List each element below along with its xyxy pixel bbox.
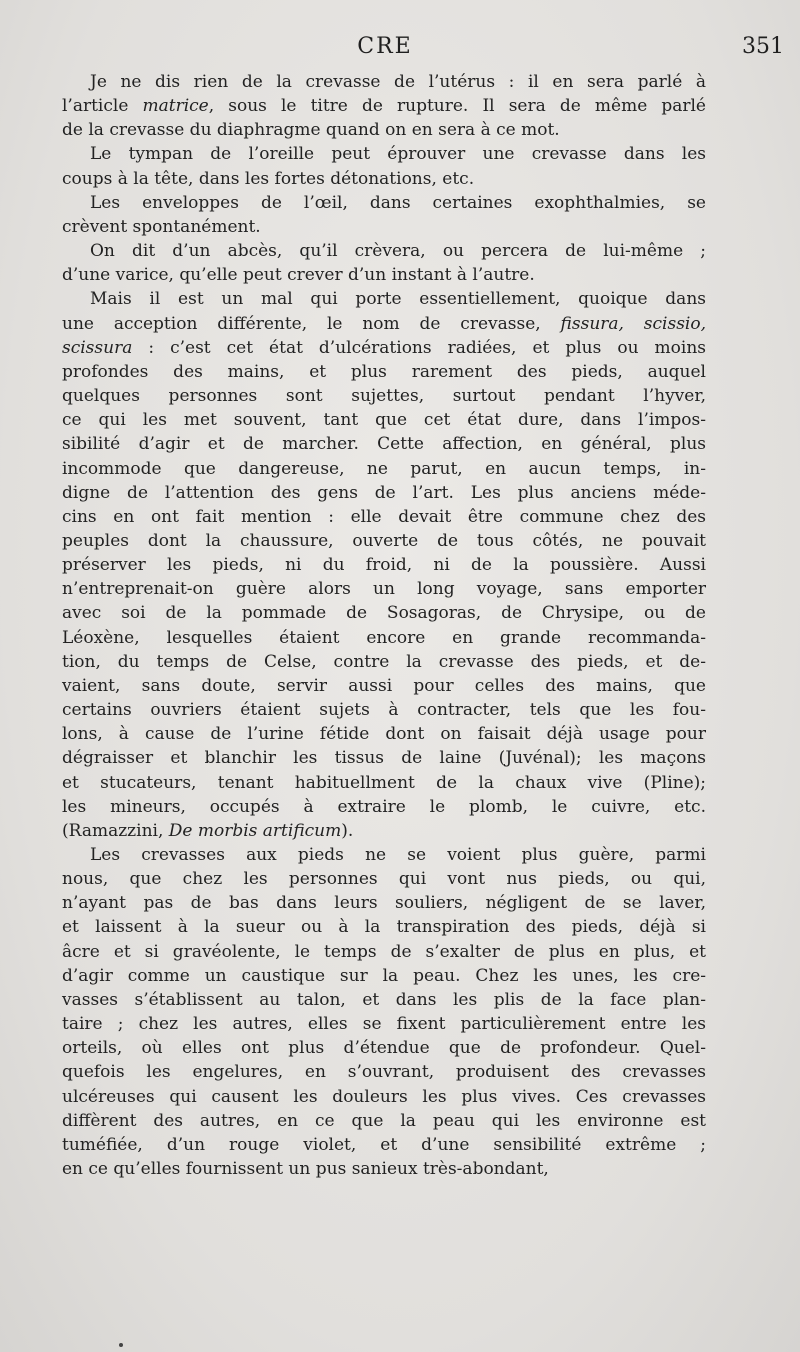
text-line: quelques personnes sont sujettes, surtout pendant l’hyver, [62,386,706,407]
page-number: 351 [742,34,784,59]
text-line: ce qui les met souvent, tant que cet état dure, dans l’impos- [62,410,706,431]
text-line: digne de l’attention des gens de l’art. Les plus anciens méde- [62,482,706,503]
text-line: d’une varice, qu’elle peut crever d’un instant à l’autre. [62,265,535,286]
text-line: Les enveloppes de l’œil, dans certaines exophthalmies, se [90,192,706,213]
text-line: vasses s’établissent au talon, et dans les plis de la face plan- [62,989,706,1010]
text-line: l’article matrice, sous le titre de rupture. Il sera de même parlé [62,96,706,117]
text-line: (Ramazzini, De morbis artificum). [62,820,354,841]
paragraph [62,287,706,843]
text-line: incommode que dangereuse, ne parut, en aucun temps, in- [62,458,706,479]
text-line: n’ayant pas de bas dans leurs souliers, négligent de se laver, [62,893,706,914]
text-line: On dit d’un abcès, qu’il crèvera, ou percera de lui-même ; [90,241,706,262]
text-line: Mais il est un mal qui porte essentiellement, quoique dans [90,289,706,310]
text-line: et stucateurs, tenant habituellment de la chaux vive (Pline); [62,772,706,793]
text-line: d’agir comme un caustique sur la peau. Chez les unes, les cre- [62,965,706,986]
text-line: de la crevasse du diaphragme quand on en sera à ce mot. [62,120,560,141]
text-line: orteils, où elles ont plus d’étendue que de profondeur. Quel- [62,1038,706,1059]
text-line: Léoxène, lesquelles étaient encore en grande recommanda- [62,627,706,648]
text-line: dégraisser et blanchir les tissus de laine (Juvénal); les maçons [62,748,706,769]
page-header [0,34,800,64]
text-line: vaient, sans doute, servir aussi pour celles des mains, que [62,675,706,696]
text-line: ulcéreuses qui causent les douleurs les plus vives. Ces crevasses [62,1086,706,1107]
paragraph [62,239,706,287]
ink-speck [119,1343,123,1347]
text-line: Les crevasses aux pieds ne se voient plus guère, parmi [90,845,706,865]
text-line: coups à la tête, dans les fortes détonations, etc. [62,168,475,189]
text-line: tion, du temps de Celse, contre la crevasse des pieds, et de- [62,651,706,672]
text-line: taire ; chez les autres, elles se fixent particulièrement entre les [62,1014,706,1035]
text-line: en ce qu’elles fournissent un pus sanieux très-abondant, [62,1159,549,1180]
text-line: tuméfiée, d’un rouge violet, et d’une sensibilité extrême ; [62,1134,706,1155]
text-line: quefois les engelures, en s’ouvrant, produisent des crevasses [62,1062,706,1083]
text-line: certains ouvriers étaient sujets à contracter, tels que les fou- [62,700,706,721]
running-head: CRE [357,34,413,59]
text-line: diffèrent des autres, en ce que la peau qui les environne est [62,1110,706,1131]
text-line: nous, que chez les personnes qui vont nus pieds, ou qui, [62,869,706,890]
text-line: cins en ont fait mention : elle devait être commune chez des [62,506,706,527]
paragraph [62,70,706,142]
body-text [62,70,706,1181]
text-line: Je ne dis rien de la crevasse de l’utérus : il en sera parlé à [90,72,706,92]
text-line: Le tympan de l’oreille peut éprouver une crevasse dans les [90,144,706,165]
text-line: avec soi de la pommade de Sosagoras, de Chrysipe, ou de [62,603,706,624]
text-line: profondes des mains, et plus rarement des pieds, auquel [62,361,706,382]
text-line: une acception différente, le nom de crevasse, fissura, scissio, [62,313,706,334]
paragraph [62,142,706,190]
text-line: sibilité d’agir et de marcher. Cette affection, en général, plus [62,434,706,455]
text-line: n’entreprenait-on guère alors un long voyage, sans emporter [62,579,706,600]
text-line: scissura : c’est cet état d’ulcérations radiées, et plus ou moins [62,337,706,358]
text-line: préserver les pieds, ni du froid, ni de la poussière. Aussi [62,555,706,576]
paragraph [62,843,706,1181]
text-line: et laissent à la sueur ou à la transpiration des pieds, déjà si [62,917,706,938]
text-line: crèvent spontanément. [62,216,261,237]
text-line: peuples dont la chaussure, ouverte de tous côtés, ne pouvait [62,530,706,551]
text-line: lons, à cause de l’urine fétide dont on faisait déjà usage pour [62,724,706,745]
text-line: les mineurs, occupés à extraire le plomb, le cuivre, etc. [62,796,706,817]
paragraph [62,191,706,239]
text-line: âcre et si gravéolente, le temps de s’exalter de plus en plus, et [62,941,706,962]
